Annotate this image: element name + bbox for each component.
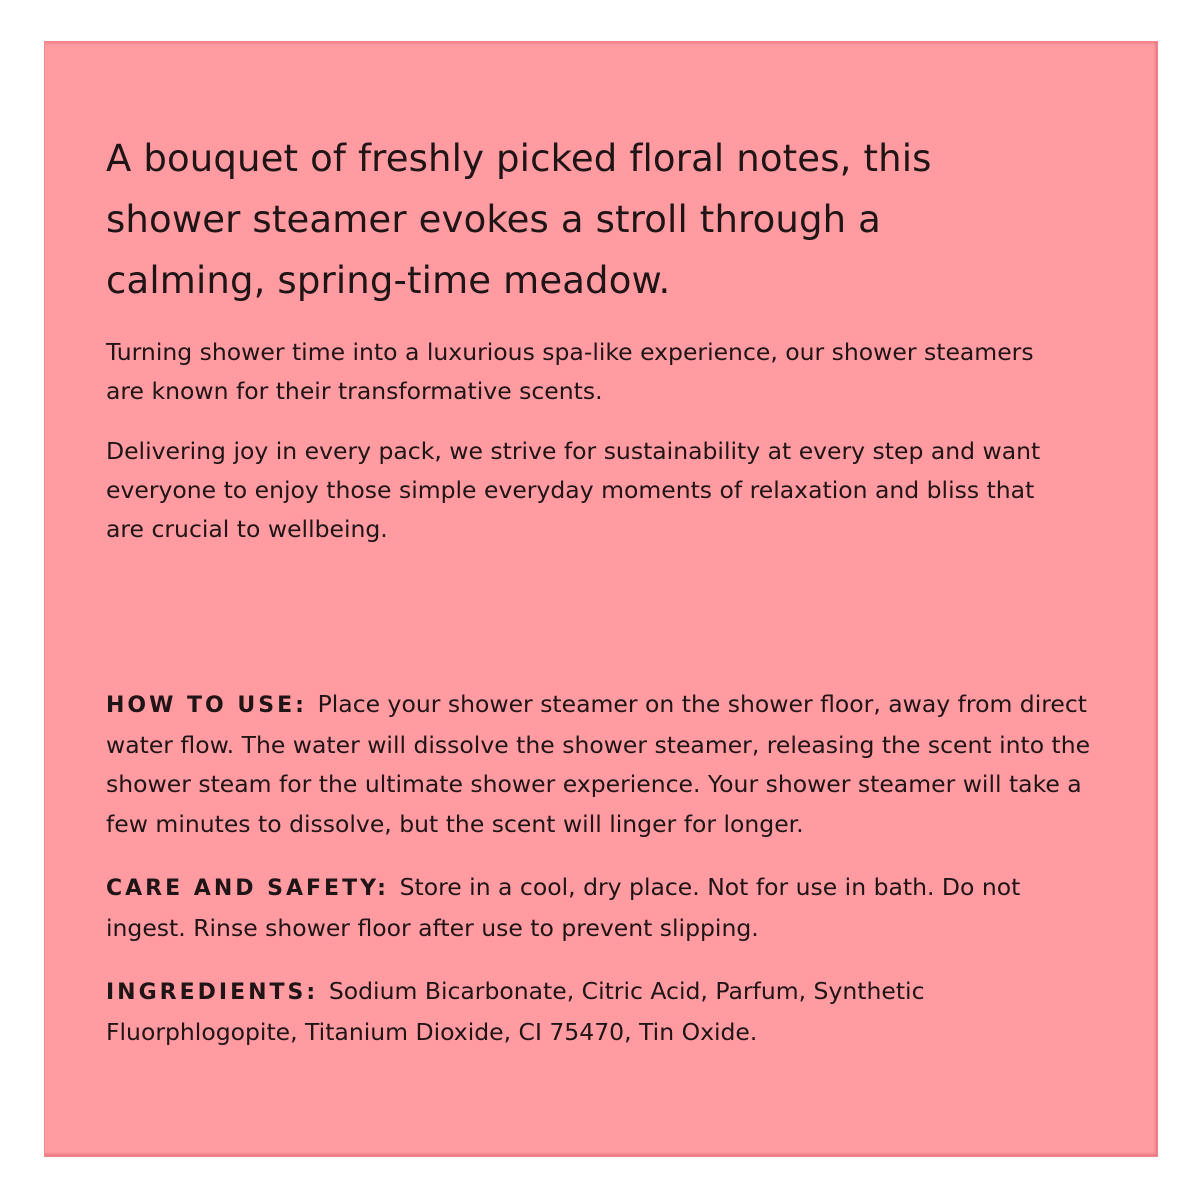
ingredients-section [106,972,1096,1052]
care-and-safety-section [106,868,1096,948]
care-and-safety-label: CARE AND SAFETY: [106,876,400,901]
ingredients-label: INGREDIENTS: [106,980,329,1005]
panel-right-edge [1154,42,1157,1156]
usage-info-block [106,685,1096,1052]
panel-top-edge [45,42,1157,45]
how-to-use-label: HOW TO USE: [106,693,318,718]
description-block [106,128,1066,549]
ingredients-text: Sodium Bicarbonate, Citric Acid, Parfum, Synthetic Fluorphlogopite, Titanium Dioxide, CI 75470, Tin Oxide. [106,977,925,1046]
mission-paragraph: Delivering joy in every pack, we strive for sustainability at every step and want everyone to enjoy those simple everyday moments of relaxation and bliss that are crucial to wellbeing. [106,437,1041,543]
headline: A bouquet of freshly picked floral notes, this shower steamer evokes a stroll through a calming, spring-time meadow. [106,137,932,302]
how-to-use-text: Place your shower steamer on the shower floor, away from direct water flow. The water will dissolve the shower steamer, releasing the scent into the shower steam for the ultimate shower experience. Your shower steamer will take a few minutes to dissolve, but the scent will linger for longer. [106,690,1091,838]
panel-bottom-edge [45,1152,1157,1156]
care-and-safety-text: Store in a cool, dry place. Not for use in bath. Do not ingest. Rinse shower floor after use to prevent slipping. [106,873,1021,942]
how-to-use-section [106,685,1096,844]
intro-paragraph: Turning shower time into a luxurious spa-like experience, our shower steamers are known for their transformative scents. [106,338,1034,405]
